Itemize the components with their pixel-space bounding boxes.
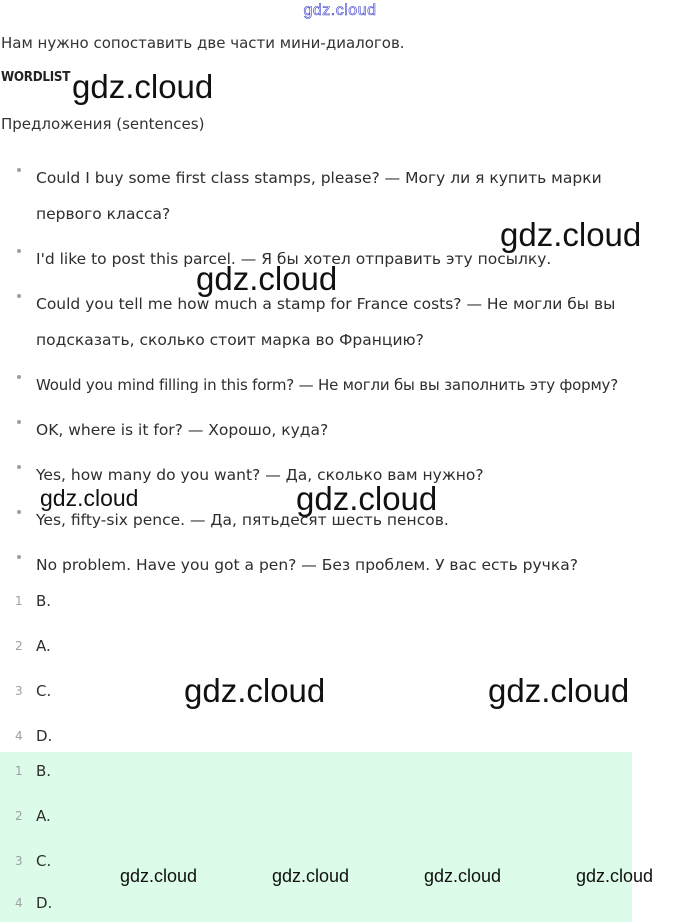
answer-number: 4 bbox=[15, 896, 23, 910]
watermark: gdz.cloud bbox=[424, 866, 502, 886]
sentence-text: Could I buy some first class stamps, please? — Могу ли я купить марки первого класса? bbox=[36, 169, 602, 223]
sentence-text: I'd like to post this parcel. — Я бы хотел отправить эту посылку. bbox=[36, 250, 552, 268]
sentence-text: No problem. Have you got a pen? — Без проблем. У вас есть ручка? bbox=[36, 556, 578, 574]
sentence-text: Would you mind filling in this form? — Не могли бы вы заполнить эту форму? bbox=[36, 376, 618, 394]
bullet-icon bbox=[17, 375, 21, 379]
answer-letter: D. bbox=[36, 727, 53, 745]
answer-number: 2 bbox=[15, 639, 23, 653]
watermark: gdz.cloud bbox=[272, 866, 350, 886]
bullet-icon bbox=[17, 168, 21, 172]
answer-number: 1 bbox=[15, 594, 23, 608]
watermark: gdz.cloud bbox=[40, 485, 139, 511]
watermark: gdz.cloud bbox=[196, 260, 338, 297]
answer-number: 3 bbox=[15, 854, 23, 868]
bullet-icon bbox=[17, 420, 21, 424]
answer-number: 3 bbox=[15, 684, 23, 698]
task-intro: Нам нужно сопоставить две части мини-диалогов. bbox=[1, 34, 405, 52]
answer-letter: C. bbox=[36, 852, 52, 870]
wordlist-label: WORDLIST bbox=[1, 70, 71, 85]
watermark: gdz.cloud bbox=[488, 672, 630, 709]
watermark: gdz.cloud bbox=[296, 480, 438, 517]
watermark: gdz.cloud bbox=[576, 866, 654, 886]
answer-number: 4 bbox=[15, 729, 23, 743]
bullet-icon bbox=[17, 465, 21, 469]
answer-letter: D. bbox=[36, 894, 53, 912]
sentence-text: Yes, how many do you want? — Да, сколько вам нужно? bbox=[36, 466, 484, 484]
bullet-icon bbox=[17, 555, 21, 559]
answer-letter: B. bbox=[36, 592, 52, 610]
answer-row-highlighted bbox=[0, 760, 680, 805]
answer-letter: C. bbox=[36, 682, 52, 700]
bullet-icon bbox=[17, 249, 21, 253]
answer-row-highlighted bbox=[0, 805, 680, 850]
answer-row bbox=[0, 590, 680, 635]
sentence-text: Yes, fifty-six pence. — Да, пятьдесят шесть пенсов. bbox=[36, 511, 449, 529]
answer-number: 2 bbox=[15, 809, 23, 823]
sentence-text: OK, where is it for? — Хорошо, куда? bbox=[36, 421, 329, 439]
sentences-heading: Предложения (sentences) bbox=[1, 115, 205, 133]
answer-letter: A. bbox=[36, 807, 51, 825]
bullet-icon bbox=[17, 294, 21, 298]
answer-letter: A. bbox=[36, 637, 51, 655]
watermark: gdz.cloud bbox=[120, 866, 198, 886]
answer-letter: B. bbox=[36, 762, 52, 780]
watermark: gdz.cloud bbox=[72, 68, 214, 105]
answer-number: 1 bbox=[15, 764, 23, 778]
site-watermark-header: gdz.cloud bbox=[303, 2, 377, 19]
watermark: gdz.cloud bbox=[500, 216, 642, 253]
sentence-text: Could you tell me how much a stamp for France costs? — Не могли бы вы подсказать, сколько стоит марка во Францию? bbox=[36, 295, 616, 349]
watermark: gdz.cloud bbox=[184, 672, 326, 709]
bullet-icon bbox=[17, 510, 21, 514]
